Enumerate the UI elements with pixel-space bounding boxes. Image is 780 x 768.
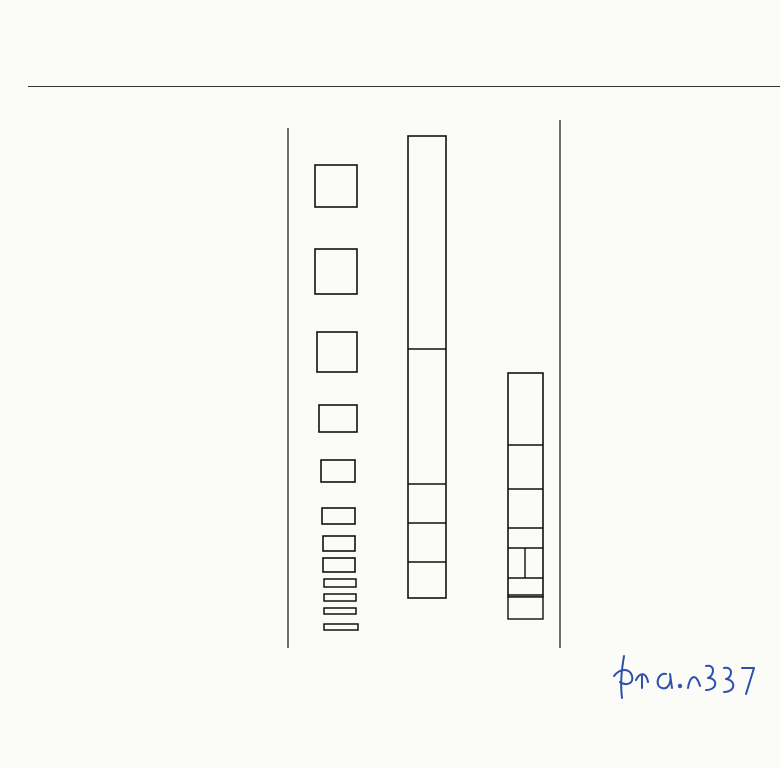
iso-vg-10	[324, 624, 358, 630]
iso-vg-460	[315, 249, 357, 294]
iso-vg-32	[324, 579, 356, 587]
sae-motor-5w-box	[508, 597, 543, 619]
iso-vg-320	[317, 332, 357, 372]
sae-gear-bar	[408, 136, 446, 598]
iso-vg-46	[323, 558, 355, 572]
iso-vg-680	[315, 165, 357, 207]
iso-vg-220	[319, 405, 357, 432]
iso-vg-150	[321, 460, 355, 482]
iso-vg-15	[324, 608, 356, 614]
handwritten-note	[606, 646, 776, 706]
iso-vg-68	[323, 536, 355, 551]
iso-vg-22	[324, 594, 356, 601]
iso-vg-100	[322, 508, 355, 524]
